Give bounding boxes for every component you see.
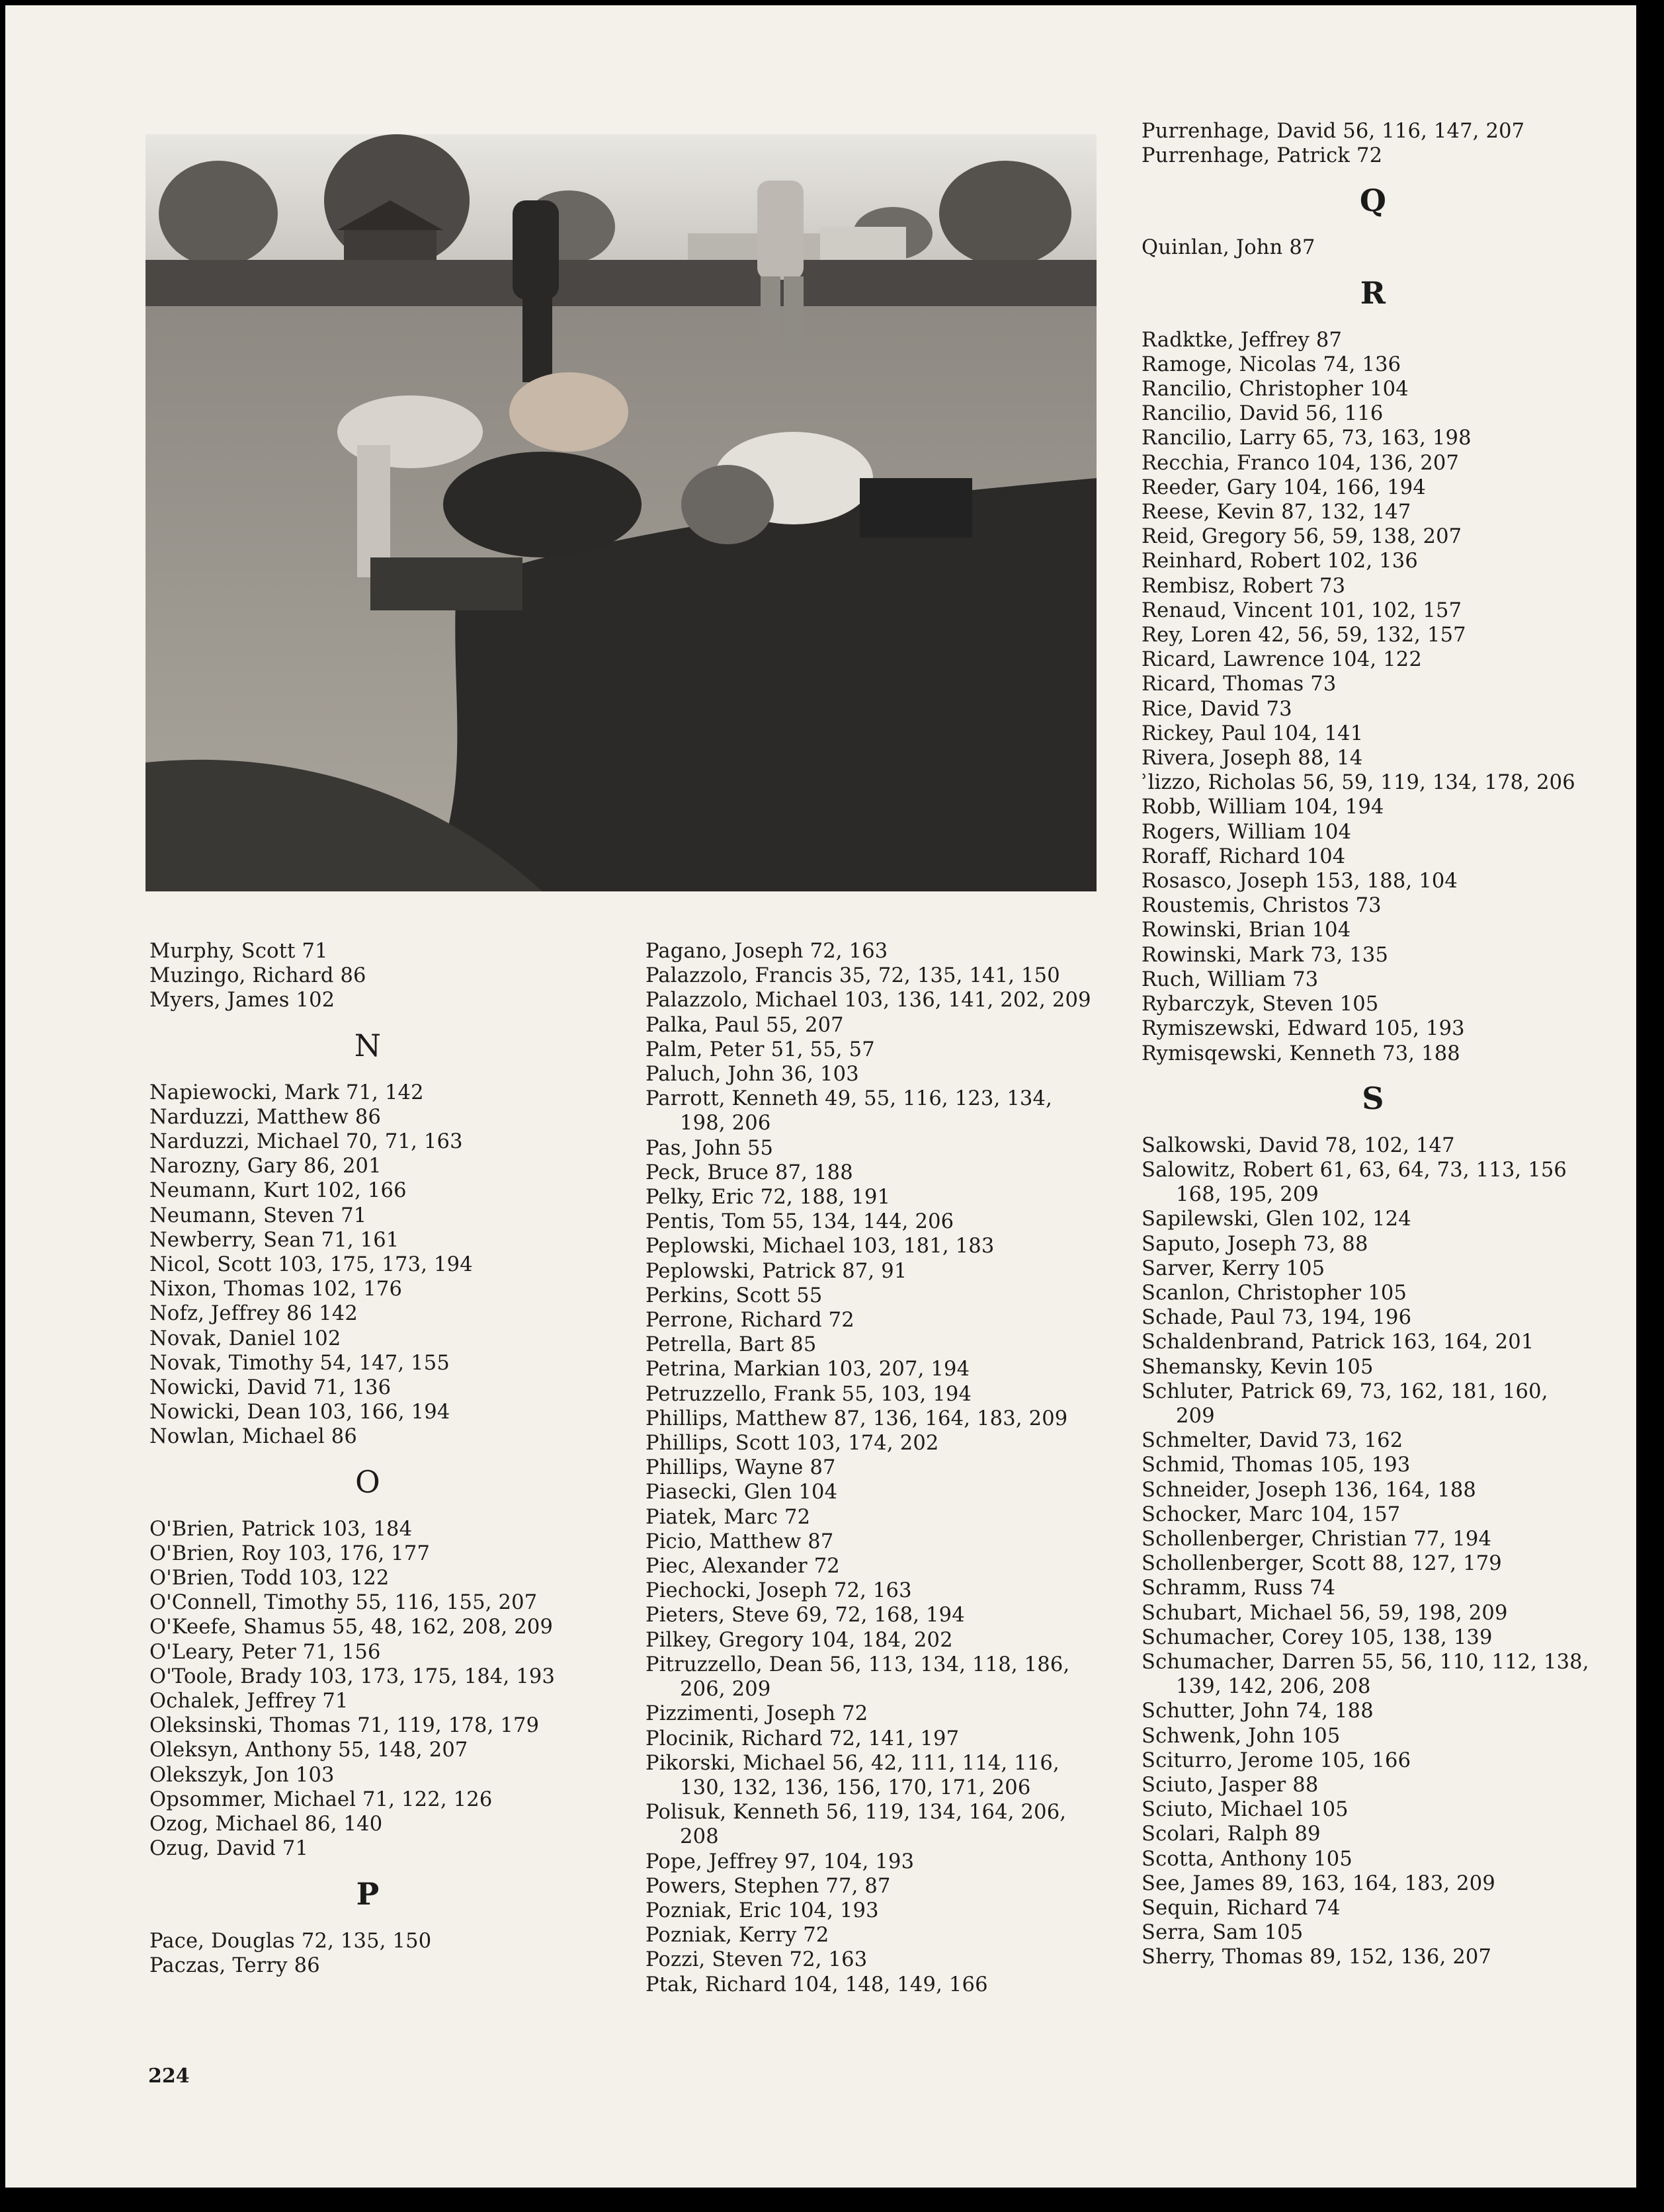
index-entry: Salowitz, Robert 61, 63, 64, 73, 113, 156 [1142,1158,1567,1182]
index-entry: Schumacher, Darren 55, 56, 110, 112, 138, [1142,1650,1589,1674]
index-entry: Rancilio, Christopher 104 [1142,378,1409,401]
index-entry: Novak, Daniel 102 [149,1327,341,1350]
index-entry: See, James 89, 163, 164, 183, 209 [1142,1871,1495,1895]
index-entry: Ochalek, Jeffrey 71 [149,1690,349,1713]
yearbook-index-page [5,5,1636,2188]
index-entry: Rancilio, David 56, 116 [1142,402,1384,426]
index-entry: Piec, Alexander 72 [645,1555,840,1578]
index-entry: Pozniak, Kerry 72 [645,1924,829,1947]
index-entry: Parrott, Kenneth 49, 55, 116, 123, 134, [645,1087,1053,1111]
index-entry: Peplowski, Patrick 87, 91 [645,1259,907,1283]
index-entry: Reinhard, Robert 102, 136 [1142,550,1418,573]
index-entry: O'Keefe, Shamus 55, 48, 162, 208, 209 [149,1616,554,1639]
index-entry: Rice, David 73 [1142,697,1292,721]
index-entry: Schmid, Thomas 105, 193 [1142,1454,1411,1477]
index-entry: Ptak, Richard 104, 148, 149, 166 [645,1973,988,1996]
index-letter-p: P [356,1875,380,1912]
photo-students-laying-sod [146,134,1097,891]
index-entry: Murphy, Scott 71 [149,940,328,963]
index-entry: Opsommer, Michael 71, 122, 126 [149,1787,493,1811]
index-entry: Roustemis, Christos 73 [1142,894,1382,918]
index-entry: Purrenhage, Patrick 72 [1142,144,1383,168]
index-entry: Pozniak, Eric 104, 193 [645,1899,879,1922]
index-entry: O'Connell, Timothy 55, 116, 155, 207 [149,1591,538,1615]
index-entry: Schwenk, John 105 [1142,1724,1341,1748]
index-entry: Pagano, Joseph 72, 163 [645,940,888,963]
index-section-m [149,939,586,1013]
index-entry: Phillips, Matthew 87, 136, 164, 183, 209 [645,1407,1068,1430]
index-entry: Nofz, Jeffrey 86 142 [149,1302,358,1326]
index-entry: Oleksinski, Thomas 71, 119, 178, 179 [149,1714,540,1738]
index-entry: Scolari, Ralph 89 [1142,1823,1321,1846]
index-entry: Schubart, Michael 56, 59, 198, 209 [1142,1601,1508,1625]
index-entry: Oleksyn, Anthony 55, 148, 207 [149,1739,468,1762]
index-entry: Neumann, Steven 71 [149,1204,367,1227]
index-entry: Schollenberger, Christian 77, 194 [1142,1527,1492,1551]
index-entry: Novak, Timothy 54, 147, 155 [149,1351,450,1375]
index-entry: Saputo, Joseph 73, 88 [1142,1232,1368,1256]
index-entry: Phillips, Wayne 87 [645,1456,836,1480]
index-entry: Pilkey, Gregory 104, 184, 202 [645,1628,953,1652]
index-entry: Reese, Kevin 87, 132, 147 [1142,501,1411,524]
index-entry: Schutter, John 74, 188 [1142,1700,1374,1723]
index-entry: 208 [680,1825,719,1849]
index-entry: Olekszyk, Jon 103 [149,1763,335,1787]
index-entry: ʾlizzo, Richolas 56, 59, 119, 134, 178, 206 [1142,771,1575,795]
index-entry: Pieters, Steve 69, 72, 168, 194 [645,1604,965,1627]
index-entry: Sciturro, Jerome 105, 166 [1142,1748,1411,1772]
index-entry: Sapilewski, Glen 102, 124 [1142,1208,1411,1231]
index-entry: Piasecki, Glen 104 [645,1481,838,1504]
index-entry: Perkins, Scott 55 [645,1284,823,1307]
index-entry: Piechocki, Joseph 72, 163 [645,1579,912,1603]
index-entry: Ramoge, Nicolas 74, 136 [1142,352,1401,376]
index-entry: Radktke, Jeffrey 87 [1142,328,1343,352]
index-entry: Paluch, John 36, 103 [645,1063,859,1086]
index-entry: Robb, William 104, 194 [1142,796,1384,819]
index-entry: Rickey, Paul 104, 141 [1142,721,1364,745]
index-entry: 206, 209 [680,1678,771,1701]
index-entry: O'Brien, Patrick 103, 184 [149,1517,413,1541]
index-entry: Picio, Matthew 87 [645,1530,834,1553]
index-entry: O'Brien, Roy 103, 176, 177 [149,1541,431,1565]
index-entry: Rowinski, Brian 104 [1142,919,1351,942]
index-entry: Ricard, Lawrence 104, 122 [1142,648,1422,672]
index-letter-s: S [1362,1080,1384,1116]
index-column-2 [645,939,1122,1997]
index-entry: Schluter, Patrick 69, 73, 162, 181, 160, [1142,1379,1548,1403]
index-entry: Pikorski, Michael 56, 42, 111, 114, 116, [645,1751,1060,1775]
index-section-o [149,1517,586,1862]
index-entry: Rivera, Joseph 88, 14 [1142,747,1363,770]
index-section-r [1142,328,1604,1066]
index-entry: Schaldenbrand, Patrick 163, 164, 201 [1142,1331,1534,1354]
index-entry: Rembisz, Robert 73 [1142,574,1346,598]
index-entry: Pace, Douglas 72, 135, 150 [149,1929,432,1953]
index-entry: Serra, Sam 105 [1142,1921,1304,1945]
index-entry: 198, 206 [680,1112,771,1135]
index-entry: Sequin, Richard 74 [1142,1897,1341,1920]
index-entry: Rey, Loren 42, 56, 59, 132, 157 [1142,624,1466,647]
index-entry: Reid, Gregory 56, 59, 138, 207 [1142,525,1462,549]
index-entry: Pentis, Tom 55, 134, 144, 206 [645,1210,954,1234]
index-entry: 130, 132, 136, 156, 170, 171, 206 [680,1776,1031,1799]
photo-students-laying-sod-icon [146,134,1097,891]
index-entry: Myers, James 102 [149,989,335,1012]
index-entry: Sciuto, Jasper 88 [1142,1773,1319,1797]
index-section-n [149,1081,586,1450]
index-section-s [1142,1133,1604,1970]
index-entry: Peplowski, Michael 103, 181, 183 [645,1235,995,1258]
index-entry: Palazzolo, Michael 103, 136, 141, 202, 209 [645,989,1091,1012]
index-entry: Nowicki, David 71, 136 [149,1376,392,1400]
index-entry: Ozog, Michael 86, 140 [149,1813,383,1836]
index-entry: Schmelter, David 73, 162 [1142,1429,1403,1453]
index-entry: Roraff, Richard 104 [1142,844,1346,868]
index-entry: O'Leary, Peter 71, 156 [149,1640,381,1664]
index-entry: Rymisqewski, Kenneth 73, 188 [1142,1042,1460,1065]
index-section-p [149,1929,586,1978]
page-number: 224 [148,2065,190,2088]
index-entry: Pelky, Eric 72, 188, 191 [645,1186,891,1209]
index-entry: Purrenhage, David 56, 116, 147, 207 [1142,120,1525,143]
index-entry: Quinlan, John 87 [1142,236,1315,260]
index-entry: 168, 195, 209 [1176,1183,1319,1207]
index-entry: Schollenberger, Scott 88, 127, 179 [1142,1552,1502,1576]
index-entry: Salkowski, David 78, 102, 147 [1142,1133,1455,1157]
index-entry: Perrone, Richard 72 [645,1309,854,1332]
index-entry: Peck, Bruce 87, 188 [645,1161,853,1184]
index-section-q [1142,235,1604,260]
index-entry: Renaud, Vincent 101, 102, 157 [1142,598,1462,622]
index-entry: Schocker, Marc 104, 157 [1142,1502,1401,1526]
index-entry: Nowlan, Michael 86 [149,1425,357,1449]
index-entry: Rybarczyk, Steven 105 [1142,993,1379,1016]
index-entry: Sciuto, Michael 105 [1142,1798,1349,1822]
index-entry: Phillips, Scott 103, 174, 202 [645,1432,939,1455]
index-entry: O'Brien, Todd 103, 122 [149,1567,390,1590]
index-entry: Pitruzzello, Dean 56, 113, 134, 118, 186, [645,1653,1070,1676]
index-entry: Powers, Stephen 77, 87 [645,1874,891,1898]
index-entry: Newberry, Sean 71, 161 [149,1228,399,1252]
index-section-p-continued [645,939,1122,1997]
index-letter-q: Q [1359,183,1387,219]
index-entry: 139, 142, 206, 208 [1176,1675,1371,1699]
index-entry: Ricard, Thomas 73 [1142,673,1337,696]
index-entry: Schramm, Russ 74 [1142,1577,1336,1600]
index-entry: Petruzzello, Frank 55, 103, 194 [645,1382,972,1406]
index-entry: Narozny, Gary 86, 201 [149,1155,382,1178]
index-entry: Pope, Jeffrey 97, 104, 193 [645,1850,915,1873]
index-entry: Pozzi, Steven 72, 163 [645,1948,868,1972]
index-letter-o: O [355,1463,380,1500]
index-entry: Scanlon, Christopher 105 [1142,1281,1407,1305]
index-entry: Pas, John 55 [645,1136,774,1160]
index-entry: Schumacher, Corey 105, 138, 139 [1142,1625,1493,1649]
index-entry: Polisuk, Kenneth 56, 119, 134, 164, 206, [645,1801,1067,1824]
index-entry: 209 [1176,1404,1215,1428]
index-entry: O'Toole, Brady 103, 173, 175, 184, 193 [149,1664,556,1688]
index-entry: Schade, Paul 73, 194, 196 [1142,1306,1412,1330]
index-entry: Napiewocki, Mark 71, 142 [149,1081,424,1104]
index-entry: Reeder, Gary 104, 166, 194 [1142,475,1426,499]
index-entry: Rosasco, Joseph 153, 188, 104 [1142,870,1458,893]
index-entry: Shemansky, Kevin 105 [1142,1355,1374,1379]
index-entry: Sarver, Kerry 105 [1142,1256,1325,1280]
index-entry: Neumann, Kurt 102, 166 [149,1179,407,1203]
index-entry: Rowinski, Mark 73, 135 [1142,943,1389,967]
index-entry: Scotta, Anthony 105 [1142,1847,1352,1871]
index-entry: Paczas, Terry 86 [149,1953,320,1977]
index-entry: Palm, Peter 51, 55, 57 [645,1038,875,1061]
index-entry: Palazzolo, Francis 35, 72, 135, 141, 150 [645,964,1060,988]
index-column-3-top [1142,119,1604,1970]
index-entry: Nicol, Scott 103, 175, 173, 194 [149,1253,473,1277]
index-entry: Pizzimenti, Joseph 72 [645,1702,868,1726]
index-column-1 [149,939,586,1978]
index-entry: Sherry, Thomas 89, 152, 136, 207 [1142,1946,1492,1969]
index-letter-n: N [354,1027,382,1063]
index-entry: Plocinik, Richard 72, 141, 197 [645,1727,960,1750]
index-entry: Schneider, Joseph 136, 164, 188 [1142,1478,1477,1502]
index-entry: Palka, Paul 55, 207 [645,1013,844,1037]
index-letter-r: R [1360,274,1386,311]
index-entry: Rogers, William 104 [1142,820,1352,844]
index-entry: Muzingo, Richard 86 [149,964,366,988]
index-entry: Piatek, Marc 72 [645,1505,811,1529]
index-entry: Petrina, Markian 103, 207, 194 [645,1358,970,1381]
index-entry: Nowicki, Dean 103, 166, 194 [149,1401,450,1424]
index-entry: Nixon, Thomas 102, 176 [149,1278,403,1301]
index-entry: Ozug, David 71 [149,1837,309,1861]
index-entry: Rancilio, Larry 65, 73, 163, 198 [1142,427,1472,450]
index-entry: Recchia, Franco 104, 136, 207 [1142,451,1460,475]
index-entry: Rymiszewski, Edward 105, 193 [1142,1017,1465,1041]
index-entry: Ruch, William 73 [1142,967,1319,991]
index-entry: Narduzzi, Matthew 86 [149,1105,382,1129]
index-entry: Petrella, Bart 85 [645,1333,817,1357]
index-entry: Narduzzi, Michael 70, 71, 163 [149,1130,463,1154]
index-section-p-end [1142,119,1604,168]
